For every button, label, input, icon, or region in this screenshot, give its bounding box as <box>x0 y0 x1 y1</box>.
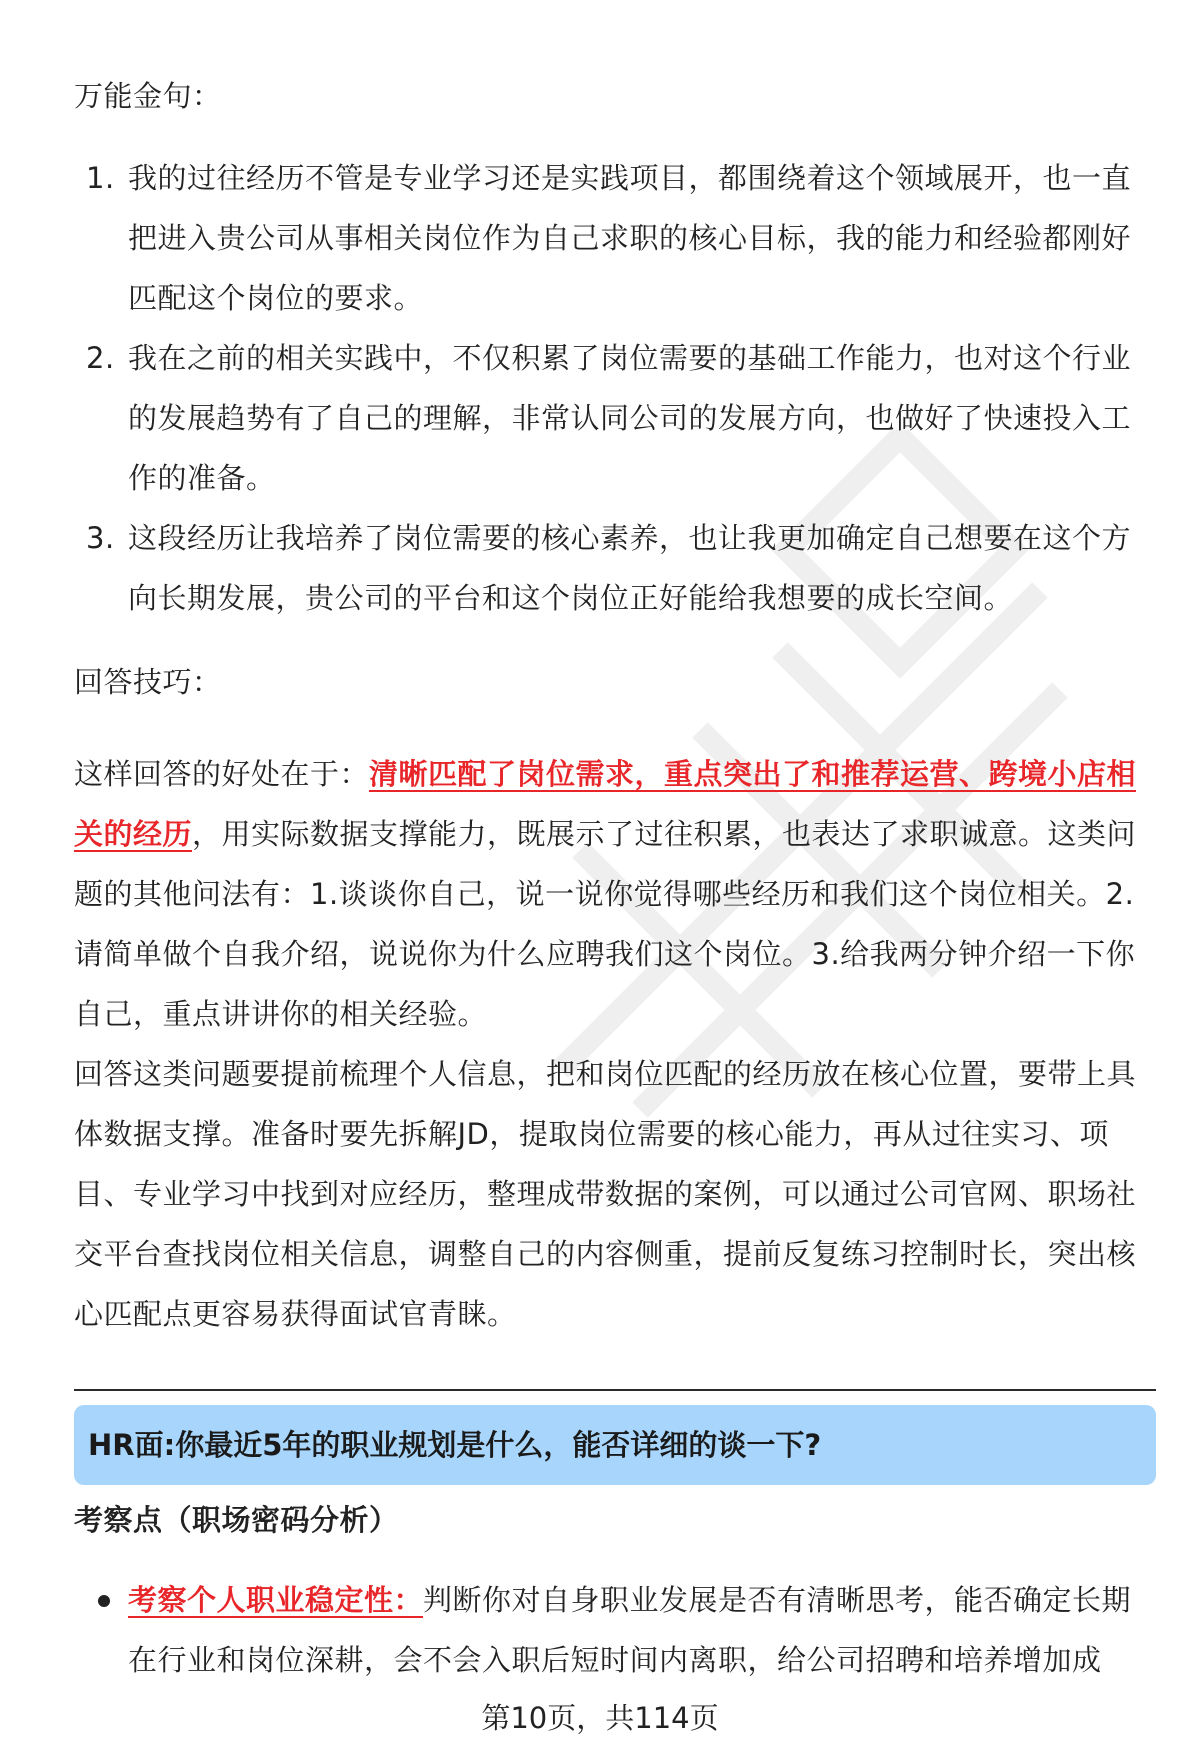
page-footer: 第10页，共114页 <box>481 1701 719 1735</box>
section-title: 考察点（职场密码分析） <box>74 1503 399 1537</box>
tips-heading: 回答技巧： <box>74 665 222 699</box>
analysis-bullet-list <box>74 1570 1144 1690</box>
list-number: 3. <box>86 521 115 555</box>
list-number: 2. <box>86 341 115 375</box>
list-number: 1. <box>86 161 115 195</box>
golden-sentence-list <box>74 148 1144 628</box>
tips-paragraph <box>74 744 1144 1044</box>
list-item-text: 这段经历让我培养了岗位需要的核心素养，也让我更加确定自己想要在这个方向长期发展，贵公司的平台和这个岗位正好能给我想要的成长空间。 <box>128 521 1132 615</box>
question-box <box>74 1405 1156 1485</box>
list-item <box>74 148 1144 328</box>
all-purpose-heading: 万能金句： <box>74 79 222 113</box>
bullet-item <box>74 1570 1144 1690</box>
bullet-highlight: 考察个人职业稳定性： <box>128 1583 424 1617</box>
bullet-text: 判断你对自身职业发展是否有清晰思考，能否确定长期在行业和岗位深耕，会不会入职后短时间内离职，给公司招聘和培养增加成 <box>128 1583 1132 1677</box>
tips-suffix: ，用实际数据支撑能力，既展示了过往积累，也表达了求职诚意。这类问题的其他问法有：1.谈谈你自己，说一说你觉得哪些经历和我们这个岗位相关。2.请简单做个自我介绍，说说你为什么应聘我们这个岗位。3.给我两分钟介绍一下你自己，重点讲讲你的相关经验。 <box>74 817 1137 1031</box>
list-item-text: 我的过往经历不管是专业学习还是实践项目，都围绕着这个领域展开，也一直把进入贵公司从事相关岗位作为自己求职的核心目标，我的能力和经验都刚好匹配这个岗位的要求。 <box>128 161 1132 315</box>
list-item <box>74 508 1144 628</box>
list-item-text: 我在之前的相关实践中，不仅积累了岗位需要的基础工作能力，也对这个行业的发展趋势有了自己的理解，非常认同公司的发展方向，也做好了快速投入工作的准备。 <box>128 341 1132 495</box>
section-divider <box>74 1389 1156 1391</box>
tips-highlight: 清晰匹配了岗位需求，重点突出了和推荐运营、跨境小店相关的经历 <box>74 757 1137 851</box>
tips-paragraph-2: 回答这类问题要提前梳理个人信息，把和岗位匹配的经历放在核心位置，要带上具体数据支撑。准备时要先拆解JD，提取岗位需要的核心能力，再从过往实习、项目、专业学习中找到对应经历，整理成带数据的案例，可以通过公司官网、职场社交平台查找岗位相关信息，调整自己的内容侧重，提前反复练习控制时长，突出核心匹配点更容易获得面试官青睐。 <box>74 1057 1137 1331</box>
list-item <box>74 328 1144 508</box>
question-text: HR面:你最近5年的职业规划是什么，能否详细的谈一下? <box>88 1428 822 1462</box>
bullet-dot-icon <box>98 1595 110 1607</box>
tips-prefix: 这样回答的好处在于： <box>74 757 370 791</box>
